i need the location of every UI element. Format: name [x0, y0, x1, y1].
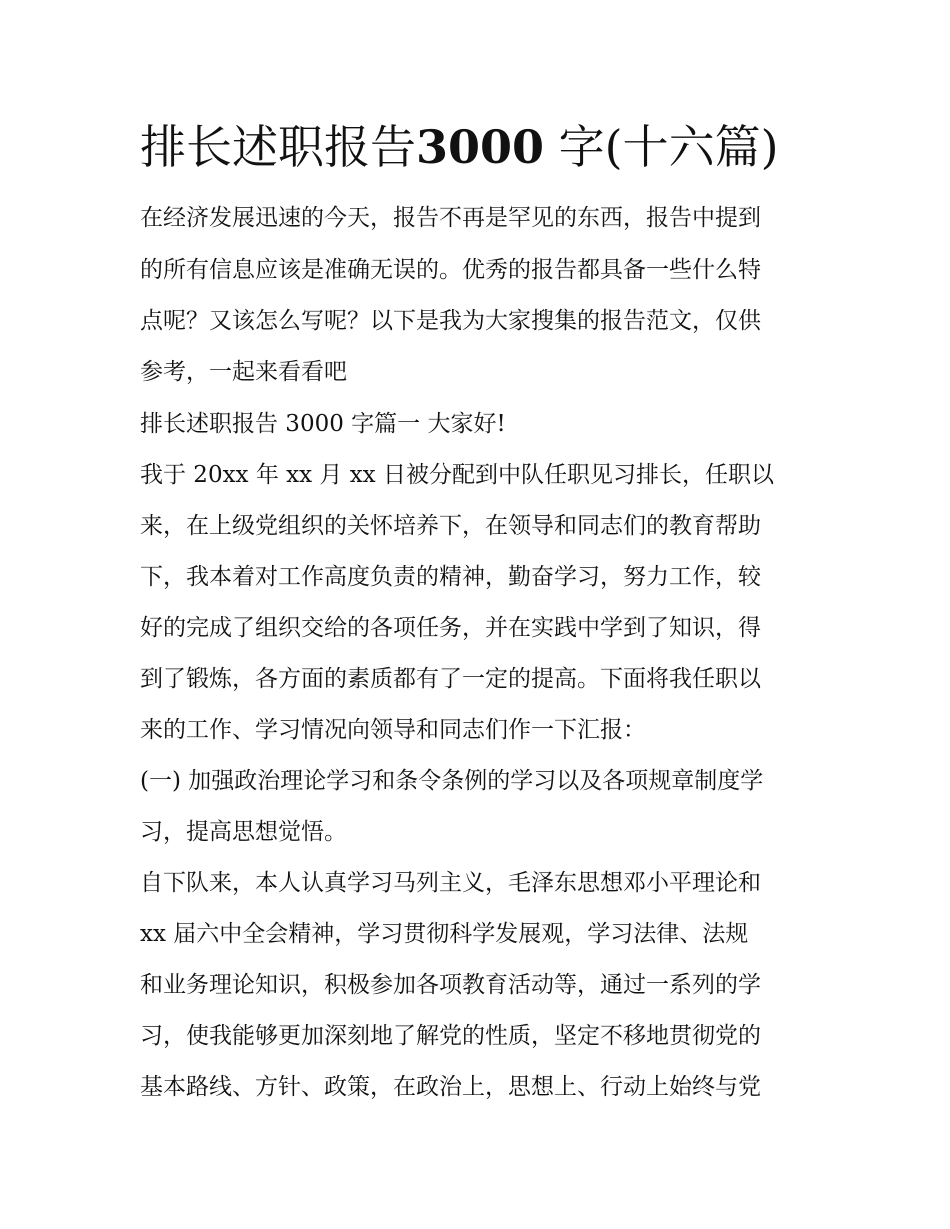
body-line: 下，我本着对工作高度负责的精神，勤奋学习，努力工作，较 — [140, 564, 761, 590]
body-line: 和业务理论知识，积极参加各项教育活动等，通过一系列的学 — [140, 972, 761, 998]
subsection-heading: (一) 加强政治理论学习和条令条例的学习以及各项规章制度学 — [140, 768, 764, 794]
body-line: 在经济发展迅速的今天，报告不再是罕见的东西，报告中提到 — [140, 205, 761, 231]
body-line: 来的工作、学习情况向领导和同志们作一下汇报： — [140, 717, 646, 743]
title-suffix: 字(十六篇) — [544, 120, 779, 174]
body-line: 好的完成了组织交给的各项任务，并在实践中学到了知识，得 — [140, 615, 761, 641]
body-line: 我于 20xx 年 xx 月 xx 日被分配到中队任职见习排长，任职以 — [140, 462, 774, 488]
title-number: 3000 — [416, 120, 545, 174]
body-line: 习，提高思想觉悟。 — [140, 819, 347, 845]
title-prefix: 排长述职报告 — [140, 120, 416, 174]
body-line: 习，使我能够更加深刻地了解党的性质，坚定不移地贯彻党的 — [140, 1023, 761, 1049]
body-line: 到了锻炼，各方面的素质都有了一定的提高。下面将我任职以 — [140, 666, 761, 692]
body-line: 自下队来，本人认真学习马列主义，毛泽东思想邓小平理论和 — [140, 870, 761, 896]
body-line: 来，在上级党组织的关怀培养下，在领导和同志们的教育帮助 — [140, 513, 761, 539]
body-line: 参考，一起来看看吧 — [140, 359, 347, 385]
body-line: 基本路线、方针、政策，在政治上，思想上、行动上始终与党 — [140, 1074, 761, 1100]
section-heading: 排长述职报告 3000 字篇一 大家好! — [140, 411, 506, 437]
body-line: xx 届六中全会精神，学习贯彻科学发展观，学习法律、法规 — [140, 921, 749, 947]
body-line: 的所有信息应该是准确无误的。优秀的报告都具备一些什么特 — [140, 257, 761, 283]
document-title — [140, 112, 840, 182]
body-line: 点呢？又该怎么写呢？以下是我为大家搜集的报告范文，仅供 — [140, 308, 761, 334]
